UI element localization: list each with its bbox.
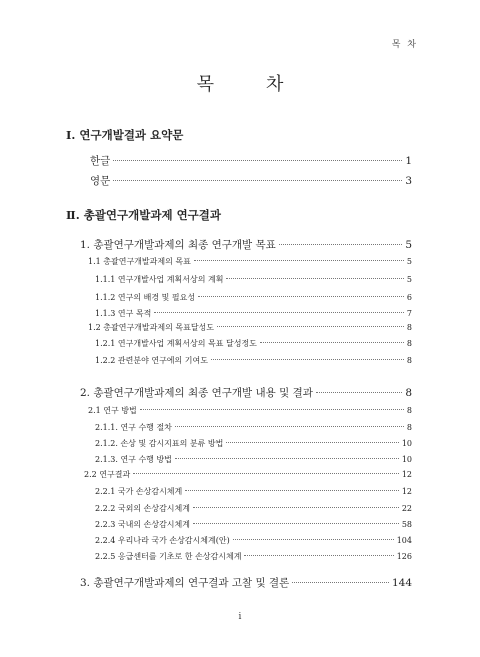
dot-leader <box>175 426 404 427</box>
toc-entry-label: 1.1.3 연구 목적 <box>95 309 152 318</box>
toc-entry-1-1[interactable] <box>88 256 412 267</box>
toc-entry-2-2-2[interactable] <box>95 503 412 514</box>
toc-entry-1-2-2[interactable] <box>95 355 412 366</box>
toc-entry-1-1-1[interactable] <box>95 274 412 285</box>
toc-entry-2-1-2[interactable] <box>95 438 412 449</box>
toc-entry-1-2[interactable] <box>88 322 412 333</box>
toc-entry-label: 1. 총괄연구개발과제의 최종 연구개발 목표 <box>80 239 276 251</box>
toc-entry-page: 8 <box>406 356 412 365</box>
dot-leader <box>113 160 402 161</box>
dot-leader <box>193 523 399 524</box>
toc-entry-page: 10 <box>401 439 412 448</box>
title-part-1: 목 <box>196 74 214 95</box>
toc-entry-page: 12 <box>401 487 412 496</box>
toc-entry-page: 22 <box>401 504 412 513</box>
toc-entry-page: 5 <box>406 275 412 284</box>
toc-entry-label: 2.2.3 국내의 손상감시체계 <box>95 520 190 529</box>
page-title <box>0 70 480 96</box>
toc-entry-2-2-4[interactable] <box>95 535 412 546</box>
toc-entry-1[interactable] <box>80 237 412 252</box>
toc-entry-label: 2.2.1 국가 손상감시체계 <box>95 487 183 496</box>
page-number: i <box>238 612 242 622</box>
section-1-label: Ⅰ. 연구개발결과 요약문 <box>66 128 184 142</box>
toc-entry-page: 8 <box>405 387 412 399</box>
toc-entry-label: 2.2 연구결과 <box>84 470 131 479</box>
toc-entry-label: 1.2.2 관련분야 연구에의 기여도 <box>95 356 208 365</box>
toc-entry-page: 8 <box>406 323 412 332</box>
dot-leader <box>292 582 389 583</box>
dot-leader <box>133 473 399 474</box>
toc-entry-page: 12 <box>401 470 412 479</box>
dot-leader <box>316 392 402 393</box>
toc-entry-label: 2. 총괄연구개발과제의 최종 연구개발 내용 및 결과 <box>80 387 313 399</box>
toc-entry-label: 2.1.1. 연구 수행 절차 <box>95 423 172 432</box>
section-2-heading[interactable] <box>66 207 416 223</box>
toc-entry-3[interactable] <box>80 575 412 590</box>
toc-entry-page: 8 <box>406 406 412 415</box>
toc-entry-english-summary[interactable] <box>90 173 412 188</box>
dot-leader <box>217 326 404 327</box>
dot-leader <box>193 507 399 508</box>
dot-leader <box>154 312 404 313</box>
toc-entry-label: 영문 <box>90 175 111 187</box>
toc-entry-1-1-2[interactable] <box>95 292 412 303</box>
section-2-label: Ⅱ. 총괄연구개발과제 연구결과 <box>66 208 222 222</box>
toc-entry-2-2-3[interactable] <box>95 519 412 530</box>
dot-leader <box>226 278 403 279</box>
dot-leader <box>113 180 402 181</box>
toc-entry-label: 2.2.4 우리나라 국가 손상감시체계(안) <box>95 536 230 545</box>
dot-leader <box>198 296 404 297</box>
toc-entry-label: 1.1.2 연구의 배경 및 필요성 <box>95 293 196 302</box>
toc-entry-page: 8 <box>406 423 412 432</box>
toc-entry-label: 1.1 총괄연구개발과제의 목표 <box>88 257 191 266</box>
toc-entry-2-1-3[interactable] <box>95 454 412 465</box>
toc-entry-page: 6 <box>406 293 412 302</box>
toc-entry-2[interactable] <box>80 385 412 400</box>
toc-entry-1-2-1[interactable] <box>95 338 412 349</box>
section-1-heading[interactable] <box>66 127 416 143</box>
toc-entry-label: 2.1.3. 연구 수행 방법 <box>95 455 172 464</box>
toc-entry-page: 10 <box>401 455 412 464</box>
dot-leader <box>226 442 398 443</box>
toc-entry-page: 104 <box>396 536 412 545</box>
dot-leader <box>279 244 403 245</box>
title-part-2: 차 <box>266 74 284 95</box>
toc-entry-label: 1.1.1 연구개발사업 계획서상의 계획 <box>95 275 224 284</box>
toc-entry-page: 58 <box>401 520 412 529</box>
toc-entry-page: 126 <box>396 552 412 561</box>
toc-entry-page: 7 <box>406 309 412 318</box>
toc-entry-page: 8 <box>406 339 412 348</box>
toc-entry-page: 5 <box>405 239 412 251</box>
dot-leader <box>260 342 404 343</box>
toc-entry-page: 144 <box>391 577 412 589</box>
toc-entry-label: 2.1 연구 방법 <box>88 406 137 415</box>
toc-entry-label: 3. 총괄연구개발과제의 연구결과 고찰 및 결론 <box>80 577 290 589</box>
toc-entry-2-1-1[interactable] <box>95 422 412 433</box>
toc-entry-label: 2.2.2 국외의 손상감시체계 <box>95 504 190 513</box>
dot-leader <box>194 260 404 261</box>
toc-entry-2-2-5[interactable] <box>95 551 412 562</box>
dot-leader <box>185 490 399 491</box>
toc-entry-1-1-3[interactable] <box>95 308 412 319</box>
dot-leader <box>140 409 404 410</box>
dot-leader <box>233 539 394 540</box>
toc-entry-label: 2.1.2. 손상 및 감시지표의 분류 방법 <box>95 439 224 448</box>
dot-leader <box>244 555 393 556</box>
toc-entry-label: 한글 <box>90 155 111 167</box>
toc-entry-korean-summary[interactable] <box>90 153 412 168</box>
toc-entry-2-2-1[interactable] <box>95 486 412 497</box>
toc-entry-page: 5 <box>406 257 412 266</box>
toc-entry-2-2[interactable] <box>84 469 412 480</box>
toc-entry-2-1[interactable] <box>88 405 412 416</box>
header-mark: 목 차 <box>391 40 418 50</box>
toc-entry-label: 2.2.5 응급센터를 기초로 한 손상감시체계 <box>95 552 242 561</box>
toc-entry-page: 1 <box>405 155 412 167</box>
toc-entry-label: 1.2 총괄연구개발과제의 목표달성도 <box>88 323 214 332</box>
toc-entry-label: 1.2.1 연구개발사업 계획서상의 목표 달성정도 <box>95 339 257 348</box>
toc-entry-page: 3 <box>405 175 412 187</box>
dot-leader <box>175 458 399 459</box>
dot-leader <box>211 359 404 360</box>
